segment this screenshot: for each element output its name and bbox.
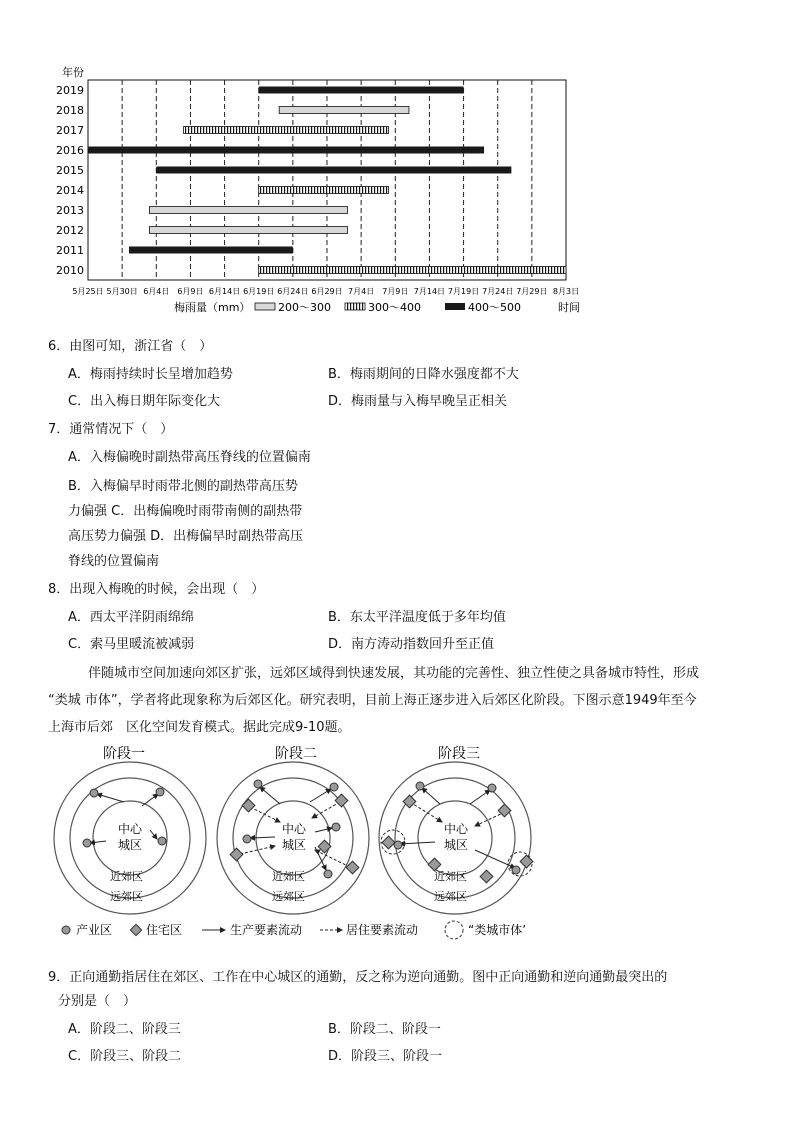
q7-line-5: 脊线的位置偏南 [68,554,160,569]
stage-1-near: 近郊区 [110,870,143,883]
question-9-stem-2: 分别是（ ） [58,994,137,1009]
legend-title: 梅雨量（mm） [174,301,251,314]
x-tick-label: 8月3日 [552,287,580,296]
rainy-season-chart [50,60,590,320]
bar-2017 [184,127,389,134]
passage-line-3: 上海市后郊 区化空间发育模式。据此完成9-10题。 [48,720,351,735]
legend-swatch-dark [445,303,465,310]
bar-2019 [259,87,464,94]
stage-3-core-2: 城区 [444,838,469,852]
y-tick-label: 2018 [56,104,84,117]
stage-3 [379,746,533,914]
stage-3-core-1: 中心 [444,822,469,836]
stage-2-far: 远郊区 [272,890,305,903]
stage-1-label: 阶段一 [103,746,145,762]
y-tick-label: 2015 [56,164,84,177]
x-tick-label: 7月24日 [482,287,514,296]
legend-swatch-light [255,303,275,310]
industry-legend-icon [62,926,70,934]
q8-option-a: A．西太平洋阴雨绵绵 [68,610,194,625]
x-tick-label: 5月30日 [106,287,138,296]
bar-2014 [259,187,389,194]
stage-1-far: 远郊区 [110,890,143,903]
stage-2-core-2: 城区 [282,838,307,852]
stage-3-label: 阶段三 [438,746,480,762]
q8-option-c: C．索马里暖流被减弱 [68,637,195,652]
x-tick-label: 7月14日 [413,287,446,296]
x-tick-label: 7月9日 [382,287,409,296]
y-tick-label: 2019 [56,84,84,97]
x-tick-label: 6月19日 [243,287,275,296]
stage-1 [54,746,206,914]
bar-2015 [156,167,511,174]
q6-option-d: D．梅雨量与入梅早晚呈正相关 [328,394,508,409]
passage-line-2: “类城 市体”，学者将此现象称为后郊区化。研究表明，目前上海正逐步进入后郊区化阶段。下图示意1949年至今 [48,693,697,708]
legend-industry: 产业区 [76,923,113,937]
diagram-legend [62,921,526,939]
q9-option-a: A．阶段二、阶段三 [68,1022,181,1037]
question-9-stem-1: 9．正向通勤指居住在郊区、工作在中心城区的通勤，反之称为逆向通勤。图中正向通勤和逆向通勤最突出的 [48,970,668,985]
bar-2013 [149,207,347,214]
stage-2 [217,746,369,914]
stage-3-far: 远郊区 [434,890,467,903]
x-tick-label: 7月4日 [348,287,375,296]
q8-option-d: D．南方涛动指数回升至正值 [328,637,495,652]
bar-2016 [88,147,484,154]
stage-1-core-2: 城区 [118,838,143,852]
x-tick-label: 6月24日 [277,287,309,296]
stage-2-near: 近郊区 [272,870,305,883]
q8-option-b: B．东太平洋温度低于多年均值 [328,610,506,625]
x-tick-label: 7月19日 [447,287,480,296]
legend-production-flow: 生产要素流动 [230,923,303,937]
y-tick-label: 2012 [56,224,84,237]
question-7-stem: 7．通常情况下（ ） [48,422,174,437]
x-tick-label: 5月25日 [72,287,104,296]
x-tick-label: 6月4日 [143,287,170,296]
legend-label-1: 200～300 [278,301,331,314]
suburbanization-diagram [50,742,550,942]
bar-2011 [129,247,293,254]
residential-legend-icon [130,924,141,935]
legend-label-3: 400～500 [468,301,521,314]
quasi-city-legend-icon [445,921,463,939]
stage-2-core-1: 中心 [282,822,307,836]
question-6-stem: 6．由图可知，浙江省（ ） [48,339,213,354]
stage-2-label: 阶段二 [275,746,317,762]
y-tick-label: 2017 [56,124,84,137]
q7-line-3: 力偏强 C．出梅偏晚时雨带南侧的副热带 [68,504,303,519]
chart-legend [174,300,580,314]
stage-3-near: 近郊区 [434,870,467,883]
y-tick-label: 2013 [56,204,84,217]
x-tick-label: 7月29日 [516,287,548,296]
q9-option-b: B．阶段二、阶段一 [328,1022,441,1037]
q7-line-4: 高压势力偏强 D．出梅偏早时副热带高压 [68,529,304,544]
y-tick-label: 2011 [56,244,84,257]
y-tick-label: 2010 [56,264,84,277]
passage-line-1: 伴随城市空间加速向郊区扩张，远郊区域得到快速发展，其功能的完善性、独立性使之具备城市特性，形成 [88,666,700,681]
q6-option-b: B．梅雨期间的日降水强度都不大 [328,367,519,382]
bar-2018 [279,107,409,114]
bar-2010 [259,267,566,274]
y-axis-label: 年份 [62,66,84,79]
q7-line-1: A．入梅偏晚时副热带高压脊线的位置偏南 [68,450,311,465]
x-tick-label: 6月14日 [208,287,241,296]
x-axis-label: 时间 [558,301,580,314]
q6-option-a: A．梅雨持续时长呈增加趋势 [68,367,233,382]
q6-option-c: C．出入梅日期年际变化大 [68,394,221,409]
y-tick-label: 2014 [56,184,84,197]
y-tick-label: 2016 [56,144,84,157]
legend-residential-flow: 居住要素流动 [346,923,419,937]
stage-1-core-1: 中心 [118,822,143,836]
q9-option-d: D．阶段三、阶段一 [328,1049,443,1064]
bar-2012 [149,227,347,234]
question-8-stem: 8．出现入梅晚的时候，会出现（ ） [48,582,265,597]
x-tick-label: 6月29日 [311,287,343,296]
x-tick-label: 6月9日 [177,287,204,296]
q9-option-c: C．阶段三、阶段二 [68,1049,182,1064]
q7-line-2: B．入梅偏早时雨带北侧的副热带高压势 [68,479,298,494]
legend-quasi-city: “类城市体’ [468,923,527,937]
legend-residential: 住宅区 [146,923,183,937]
legend-label-2: 300～400 [368,301,421,314]
legend-swatch-hatched [345,303,365,310]
